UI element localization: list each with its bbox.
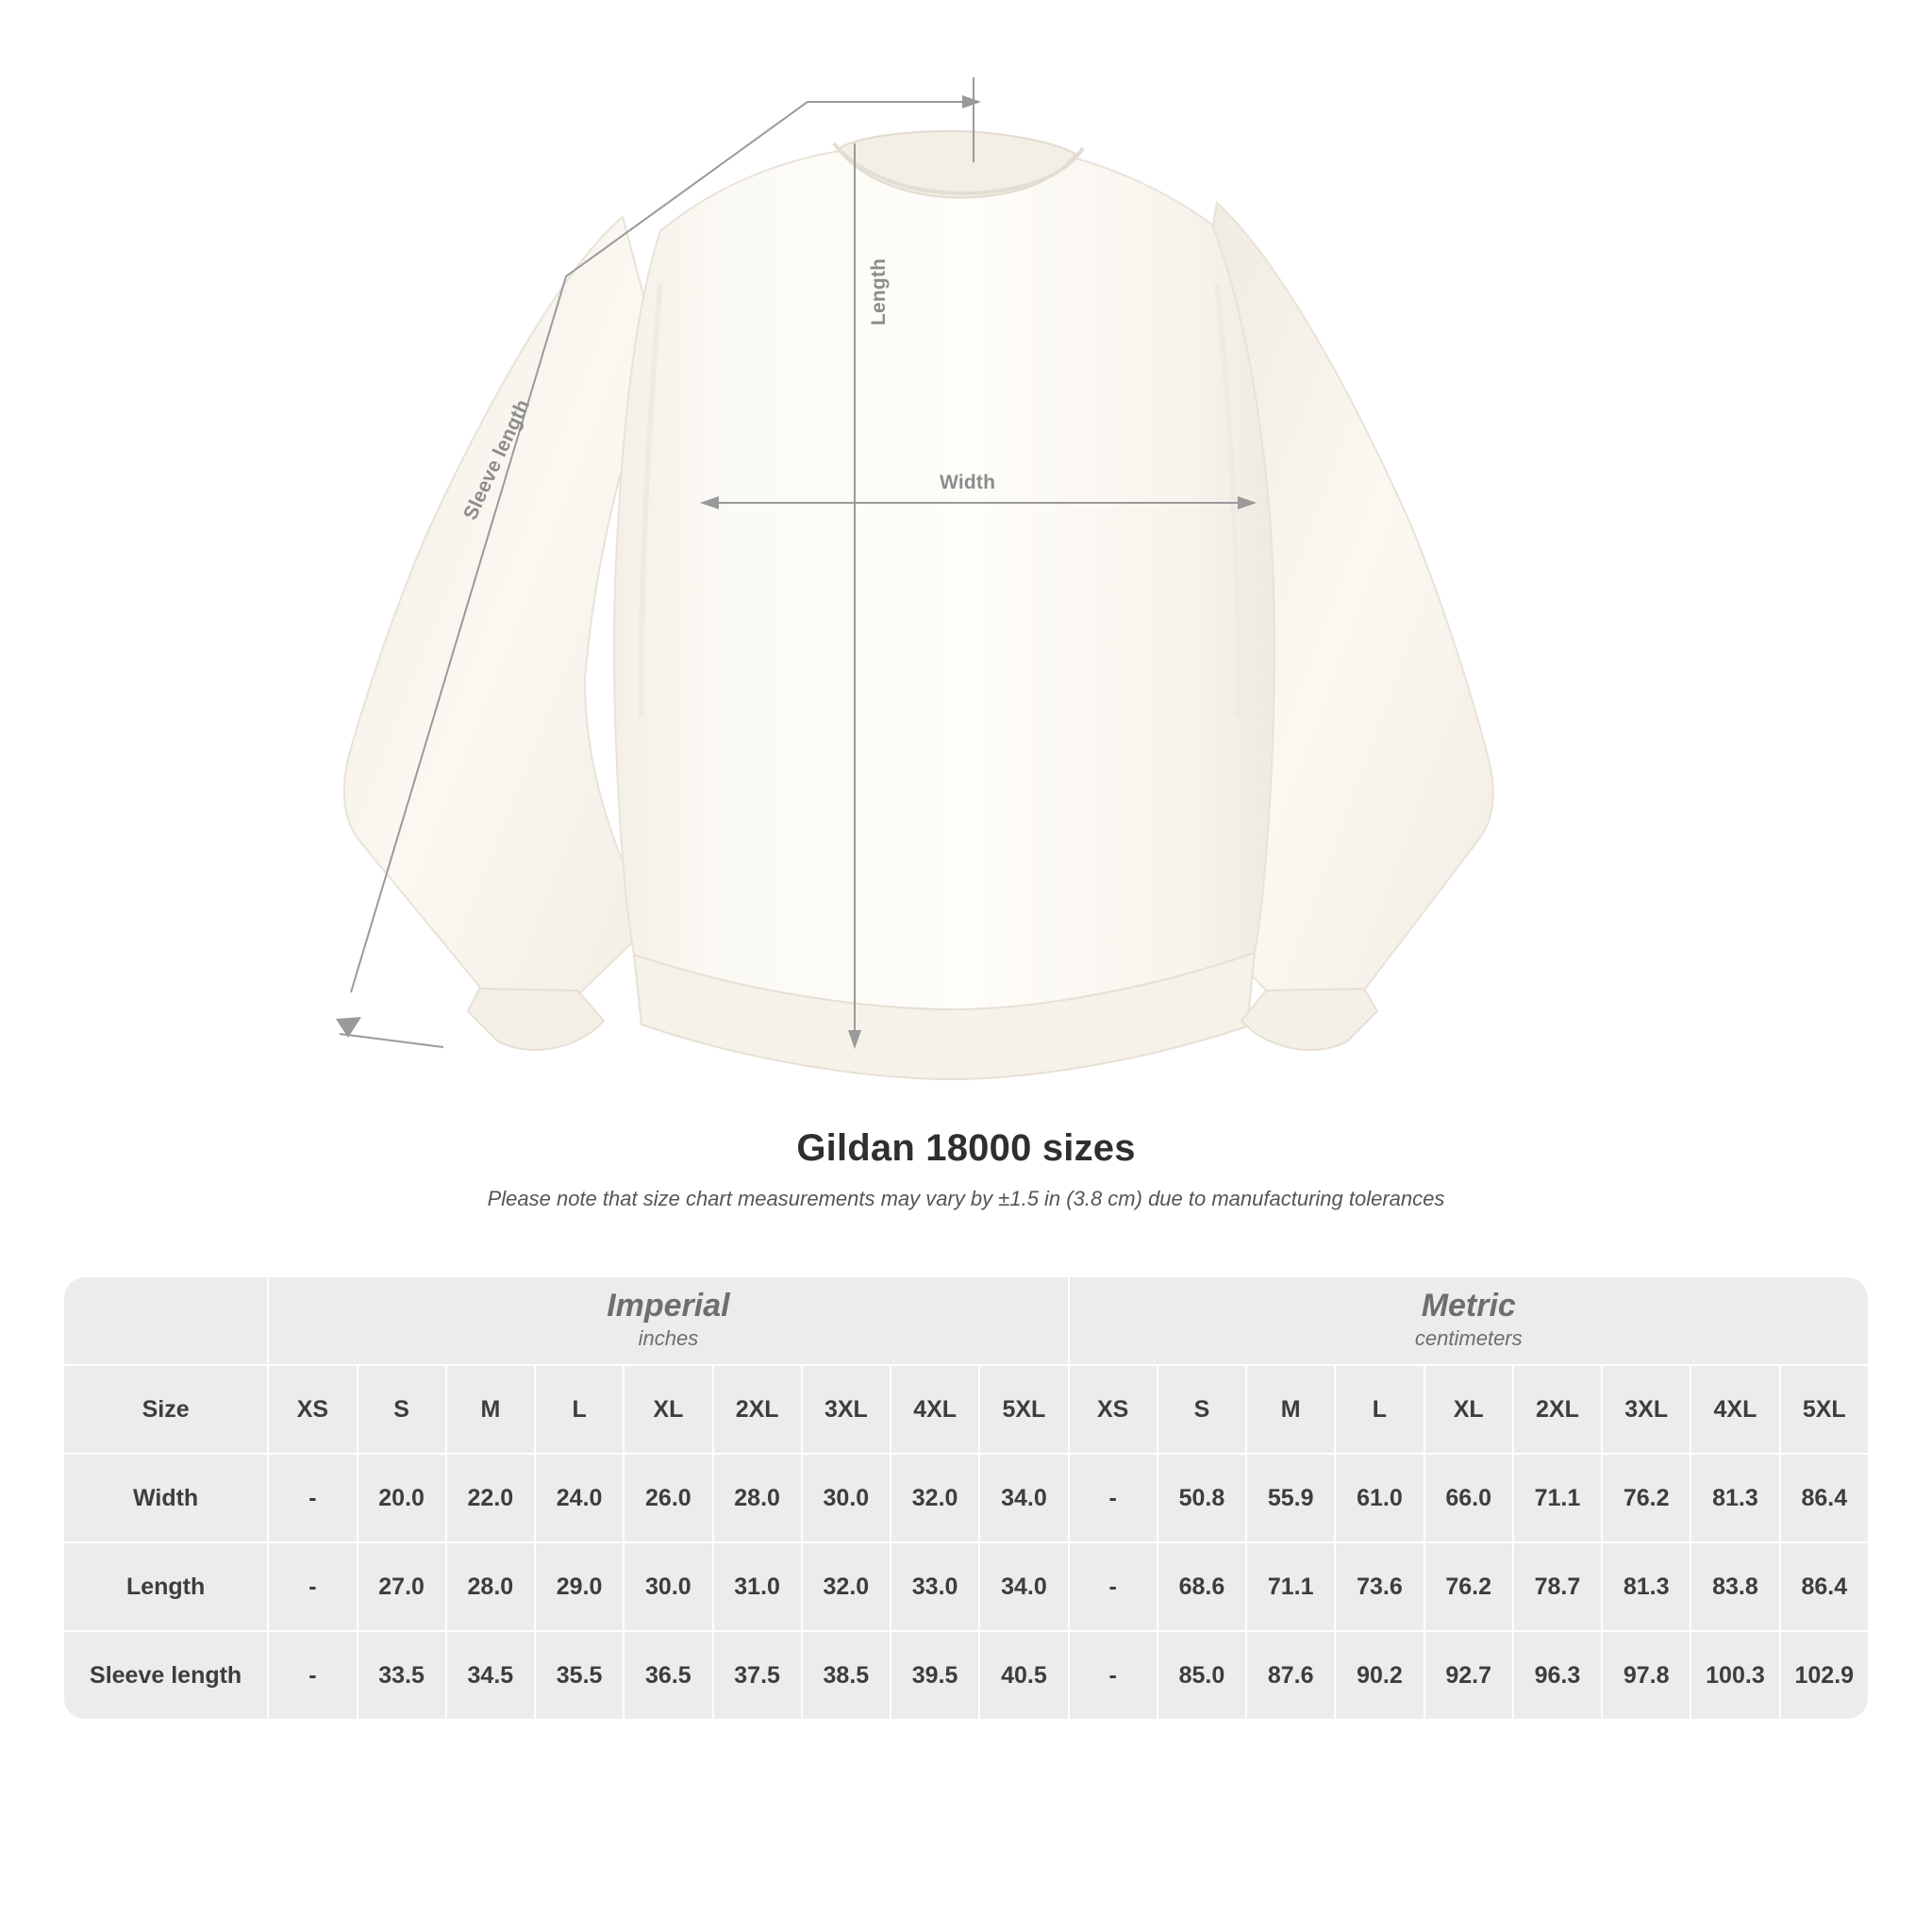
cell-length-metric-s: 68.6 xyxy=(1158,1543,1245,1630)
table-head xyxy=(64,1277,1868,1453)
cell-length-metric-5xl: 86.4 xyxy=(1781,1543,1868,1630)
header-size: Size xyxy=(64,1366,267,1453)
cell-sleeve-metric-l: 90.2 xyxy=(1336,1632,1423,1719)
header-imperial-m: M xyxy=(447,1366,534,1453)
header-imperial-l: L xyxy=(536,1366,623,1453)
cell-length-imperial-5xl: 34.0 xyxy=(980,1543,1067,1630)
width-label: Width xyxy=(940,472,996,493)
cell-width-imperial-5xl: 34.0 xyxy=(980,1455,1067,1541)
unit-header-row xyxy=(64,1277,1868,1364)
cell-length-imperial-4xl: 33.0 xyxy=(891,1543,978,1630)
header-metric-xs: XS xyxy=(1070,1366,1157,1453)
unit-header-metric xyxy=(1070,1277,1868,1364)
sleeve-arrow-head-top xyxy=(962,95,981,108)
header-metric-3xl: 3XL xyxy=(1603,1366,1690,1453)
cell-length-metric-3xl: 81.3 xyxy=(1603,1543,1690,1630)
header-metric-l: L xyxy=(1336,1366,1423,1453)
header-imperial-s: S xyxy=(358,1366,445,1453)
cell-sleeve-metric-2xl: 96.3 xyxy=(1514,1632,1601,1719)
title-block xyxy=(0,1127,1932,1211)
header-metric-xl: XL xyxy=(1425,1366,1512,1453)
cell-sleeve-imperial-xl: 36.5 xyxy=(625,1632,711,1719)
cell-length-imperial-m: 28.0 xyxy=(447,1543,534,1630)
cell-width-metric-5xl: 86.4 xyxy=(1781,1455,1868,1541)
header-imperial-4xl: 4XL xyxy=(891,1366,978,1453)
cell-length-imperial-s: 27.0 xyxy=(358,1543,445,1630)
cell-width-metric-m: 55.9 xyxy=(1247,1455,1334,1541)
header-metric-5xl: 5XL xyxy=(1781,1366,1868,1453)
table-row-length xyxy=(64,1543,1868,1630)
cell-sleeve-imperial-xs: - xyxy=(269,1632,356,1719)
cell-length-imperial-3xl: 32.0 xyxy=(803,1543,890,1630)
page-title: Gildan 18000 sizes xyxy=(796,1127,1136,1169)
cell-sleeve-metric-4xl: 100.3 xyxy=(1691,1632,1778,1719)
cell-sleeve-imperial-5xl: 40.5 xyxy=(980,1632,1067,1719)
sleeve-tick-bottom xyxy=(340,1034,443,1047)
cell-width-imperial-l: 24.0 xyxy=(536,1455,623,1541)
cell-width-metric-3xl: 76.2 xyxy=(1603,1455,1690,1541)
row-label-width: Width xyxy=(64,1455,267,1541)
length-label: Length xyxy=(868,258,890,325)
cell-sleeve-imperial-2xl: 37.5 xyxy=(714,1632,801,1719)
left-cuff xyxy=(468,989,604,1050)
header-metric-2xl: 2XL xyxy=(1514,1366,1601,1453)
cell-width-metric-2xl: 71.1 xyxy=(1514,1455,1601,1541)
row-label-length: Length xyxy=(64,1543,267,1630)
metric-name: Metric xyxy=(1421,1288,1516,1324)
header-imperial-xl: XL xyxy=(625,1366,711,1453)
size-table xyxy=(62,1275,1870,1721)
cell-length-imperial-l: 29.0 xyxy=(536,1543,623,1630)
table-row-sleeve-length xyxy=(64,1632,1868,1719)
header-imperial-xs: XS xyxy=(269,1366,356,1453)
cell-width-imperial-m: 22.0 xyxy=(447,1455,534,1541)
cell-length-metric-m: 71.1 xyxy=(1247,1543,1334,1630)
cell-sleeve-imperial-l: 35.5 xyxy=(536,1632,623,1719)
cell-length-metric-2xl: 78.7 xyxy=(1514,1543,1601,1630)
cell-length-imperial-2xl: 31.0 xyxy=(714,1543,801,1630)
header-imperial-5xl: 5XL xyxy=(980,1366,1067,1453)
cell-width-metric-4xl: 81.3 xyxy=(1691,1455,1778,1541)
cell-sleeve-imperial-m: 34.5 xyxy=(447,1632,534,1719)
header-metric-m: M xyxy=(1247,1366,1334,1453)
cell-width-metric-xl: 66.0 xyxy=(1425,1455,1512,1541)
header-metric-4xl: 4XL xyxy=(1691,1366,1778,1453)
cell-sleeve-metric-5xl: 102.9 xyxy=(1781,1632,1868,1719)
table-row-width xyxy=(64,1455,1868,1541)
sleeve-length-label: Sleeve length xyxy=(459,395,535,524)
cell-length-imperial-xs: - xyxy=(269,1543,356,1630)
cell-width-imperial-3xl: 30.0 xyxy=(803,1455,890,1541)
cell-width-metric-s: 50.8 xyxy=(1158,1455,1245,1541)
cell-width-metric-xs: - xyxy=(1070,1455,1157,1541)
right-cuff xyxy=(1241,989,1377,1050)
cell-sleeve-imperial-4xl: 39.5 xyxy=(891,1632,978,1719)
cell-width-imperial-xl: 26.0 xyxy=(625,1455,711,1541)
size-table-wrap xyxy=(62,1275,1870,1721)
unit-header-imperial xyxy=(269,1277,1067,1364)
cell-length-metric-xl: 76.2 xyxy=(1425,1543,1512,1630)
imperial-sub: inches xyxy=(638,1326,699,1351)
cell-length-metric-xs: - xyxy=(1070,1543,1157,1630)
cell-sleeve-metric-3xl: 97.8 xyxy=(1603,1632,1690,1719)
cell-width-imperial-xs: - xyxy=(269,1455,356,1541)
row-label-sleeve-length: Sleeve length xyxy=(64,1632,267,1719)
cell-sleeve-metric-s: 85.0 xyxy=(1158,1632,1245,1719)
table-body xyxy=(64,1455,1868,1719)
cell-length-imperial-xl: 30.0 xyxy=(625,1543,711,1630)
cell-width-metric-l: 61.0 xyxy=(1336,1455,1423,1541)
cell-width-imperial-4xl: 32.0 xyxy=(891,1455,978,1541)
cell-sleeve-imperial-3xl: 38.5 xyxy=(803,1632,890,1719)
cell-length-metric-l: 73.6 xyxy=(1336,1543,1423,1630)
cell-sleeve-metric-m: 87.6 xyxy=(1247,1632,1334,1719)
unit-header-empty xyxy=(64,1277,267,1364)
cell-width-imperial-s: 20.0 xyxy=(358,1455,445,1541)
cell-sleeve-metric-xs: - xyxy=(1070,1632,1157,1719)
cell-length-metric-4xl: 83.8 xyxy=(1691,1543,1778,1630)
metric-sub: centimeters xyxy=(1414,1326,1523,1351)
body xyxy=(614,146,1274,1009)
header-imperial-3xl: 3XL xyxy=(803,1366,890,1453)
header-imperial-2xl: 2XL xyxy=(714,1366,801,1453)
size-header-row xyxy=(64,1366,1868,1453)
left-sleeve xyxy=(344,217,660,1018)
imperial-name: Imperial xyxy=(607,1288,730,1324)
cell-width-imperial-2xl: 28.0 xyxy=(714,1455,801,1541)
tolerance-note: Please note that size chart measurements may vary by ±1.5 in (3.8 cm) due to manufacturing tolerances xyxy=(487,1187,1445,1210)
cell-sleeve-metric-xl: 92.7 xyxy=(1425,1632,1512,1719)
header-metric-s: S xyxy=(1158,1366,1245,1453)
cell-sleeve-imperial-s: 33.5 xyxy=(358,1632,445,1719)
